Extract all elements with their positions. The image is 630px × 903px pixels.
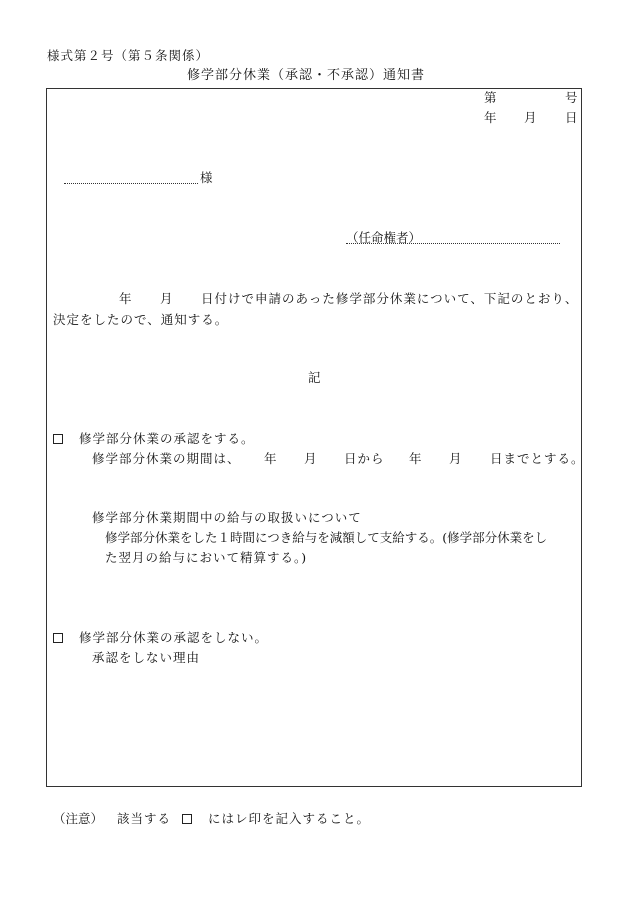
- deny-checkbox[interactable]: [53, 632, 63, 645]
- header-day-label: 日: [565, 110, 578, 125]
- body-line-1: 日付けで申請のあった修学部分休業について、下記のとおり、: [201, 291, 579, 306]
- period-start-year: 年: [264, 451, 277, 466]
- period-until: 日までとする。: [490, 451, 585, 466]
- period-end-year: 年: [409, 451, 422, 466]
- period-label: 修学部分休業の期間は、: [92, 451, 241, 466]
- period-start-month: 月: [304, 451, 317, 466]
- body-date-year: 年: [119, 291, 132, 306]
- note-text-after: にはレ印を記入すること。: [208, 811, 371, 826]
- period-end-month: 月: [449, 451, 462, 466]
- document-title: 修学部分休業（承認・不承認）通知書: [187, 68, 426, 83]
- salary-line-2: た翌月の給与において精算する。): [105, 550, 308, 565]
- header-month-label: 月: [524, 110, 537, 125]
- appointer-field[interactable]: [346, 243, 560, 244]
- addressee-suffix: 様: [200, 170, 213, 185]
- go-label: 号: [565, 90, 578, 105]
- period-from: 日から: [344, 451, 385, 466]
- addressee-field[interactable]: [64, 183, 198, 184]
- deny-heading: 修学部分休業の承認をしない。: [79, 630, 269, 645]
- approve-heading: 修学部分休業の承認をする。: [79, 431, 255, 446]
- salary-heading: 修学部分休業期間中の給与の取扱いについて: [92, 510, 362, 525]
- dai-label: 第: [484, 90, 497, 105]
- ki-heading: 記: [308, 370, 321, 385]
- body-date-month: 月: [160, 291, 173, 306]
- appointer-label: （任命権者）: [346, 230, 422, 245]
- note-checkbox-symbol: [182, 813, 192, 826]
- note-text-before: 該当する: [117, 811, 172, 826]
- approve-checkbox[interactable]: [53, 433, 63, 446]
- body-line-2: 決定をしたので、通知する。: [53, 312, 229, 327]
- note-label: （注意）: [53, 811, 104, 826]
- salary-line-1: 修学部分休業をした１時間につき給与を減額して支給する。(修学部分休業をし: [105, 530, 548, 545]
- deny-reason-label: 承認をしない理由: [92, 650, 201, 665]
- form-number: 様式第２号（第５条関係）: [47, 48, 210, 63]
- header-year-label: 年: [484, 110, 497, 125]
